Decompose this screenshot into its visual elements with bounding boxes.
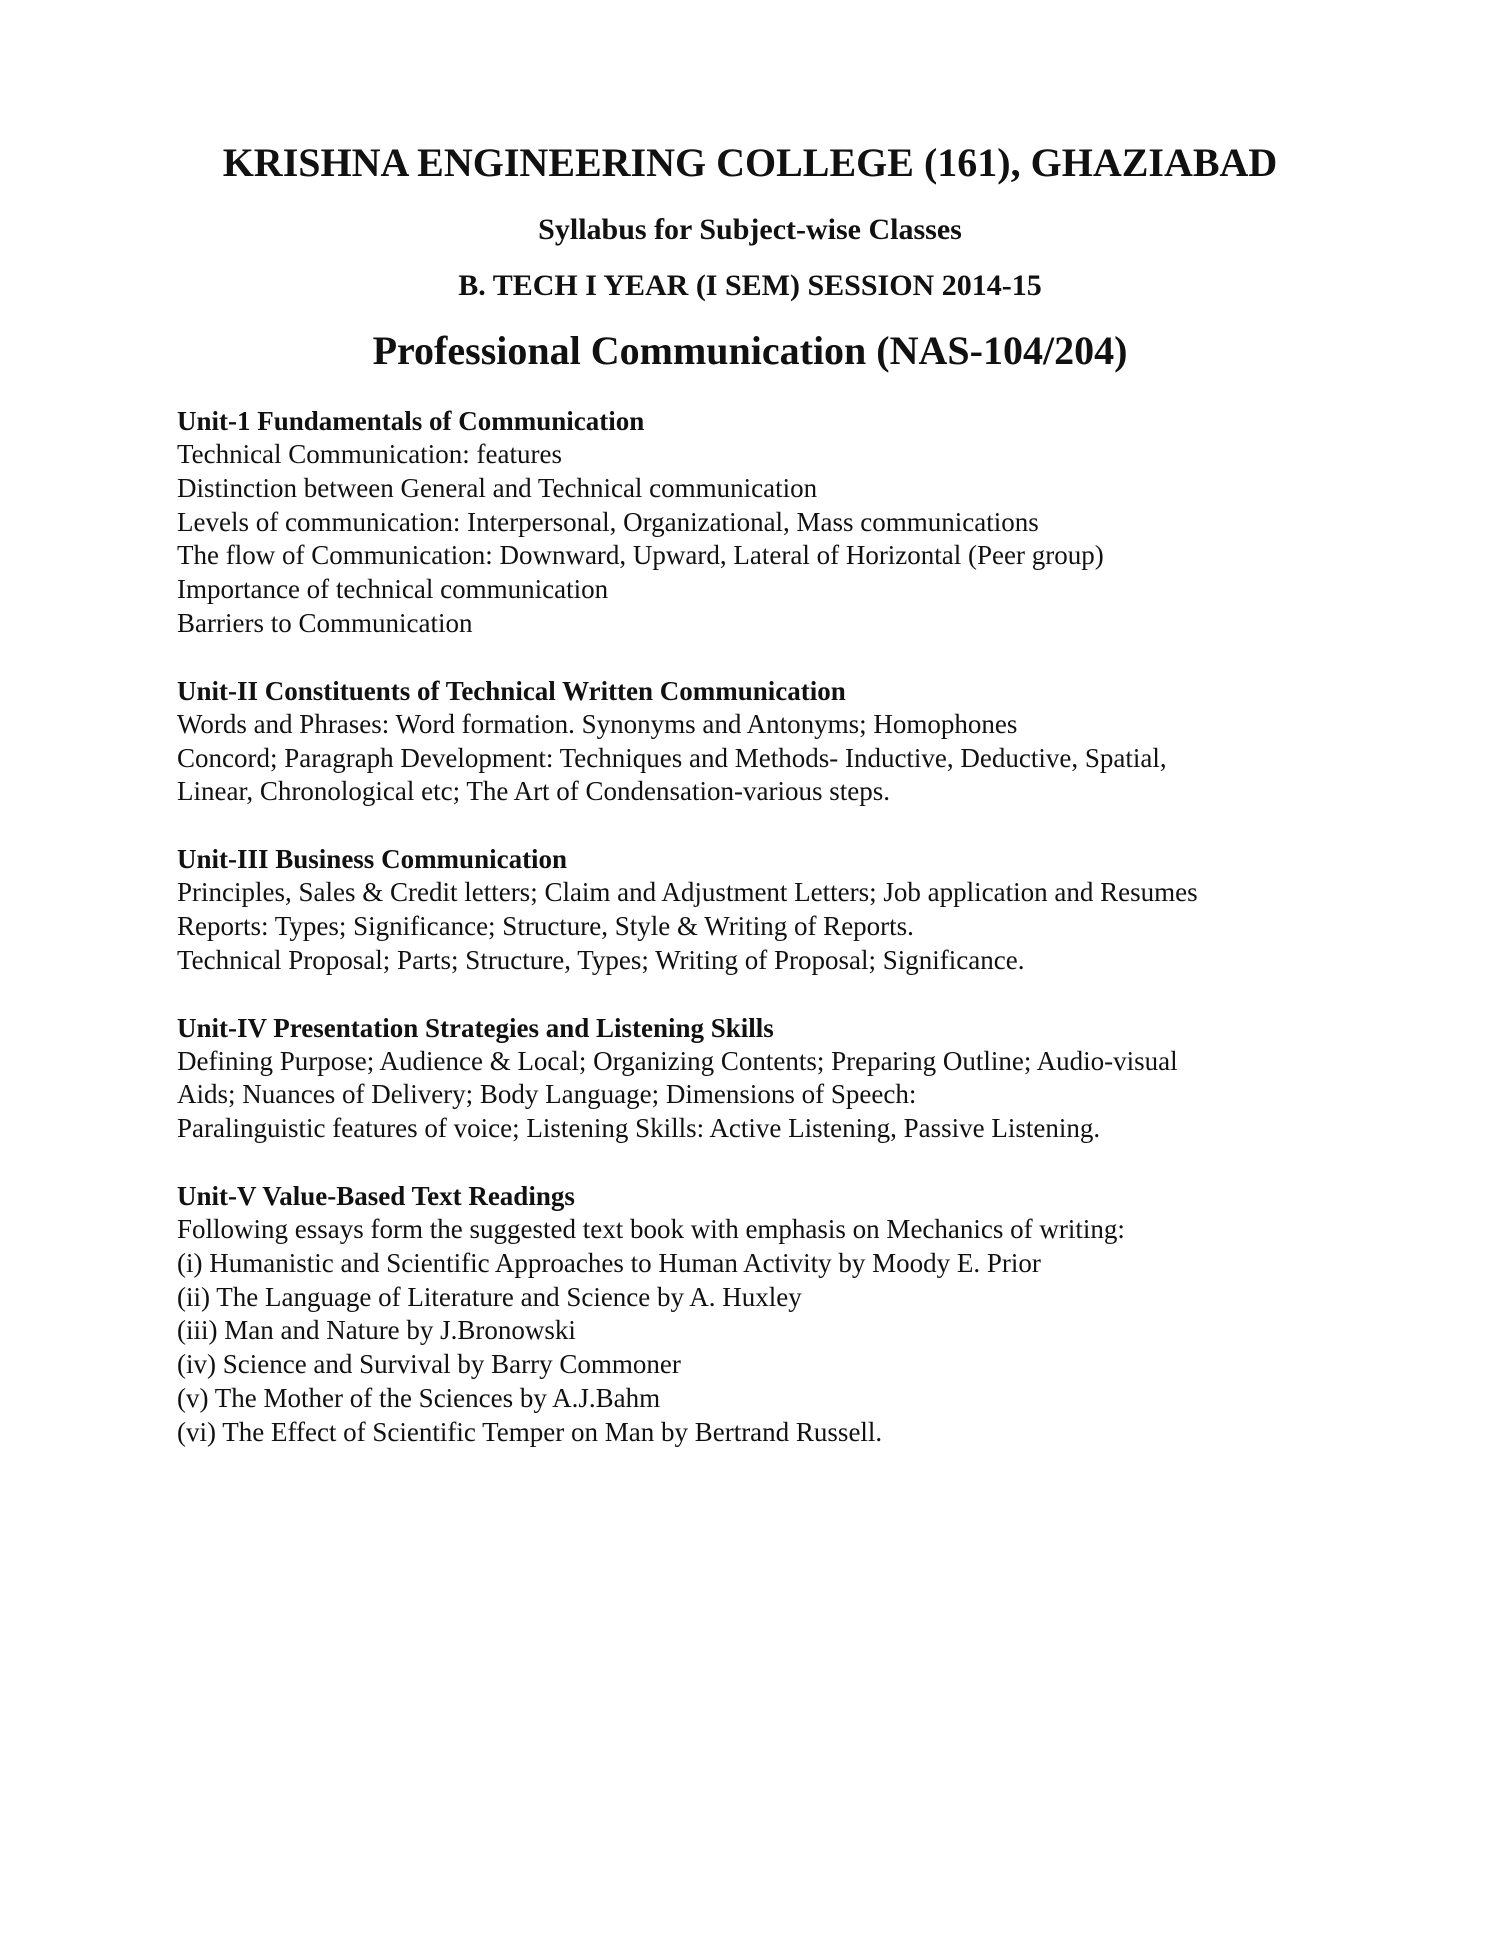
- unit-1-line: Distinction between General and Technical communication: [177, 472, 818, 503]
- unit-1-line: Levels of communication: Interpersonal, Organizational, Mass communications: [177, 506, 1039, 537]
- unit-3-line: Technical Proposal; Parts; Structure, Types; Writing of Proposal; Significance.: [177, 944, 1025, 975]
- unit-2-line: Concord; Paragraph Development: Techniques and Methods- Inductive, Deductive, Spatial,: [177, 742, 1167, 773]
- unit-5-title: Unit-V Value-Based Text Readings: [177, 1180, 575, 1211]
- unit-4-line: Paralinguistic features of voice; Listening Skills: Active Listening, Passive Listening.: [177, 1113, 1101, 1144]
- unit-3-line: Principles, Sales & Credit letters; Claim and Adjustment Letters; Job application and Resumes: [177, 877, 1198, 908]
- unit-3-section: [177, 842, 1397, 977]
- unit-5-line: (iv) Science and Survival by Barry Commoner: [177, 1349, 681, 1380]
- unit-2-line: Linear, Chronological etc; The Art of Condensation-various steps.: [177, 776, 891, 807]
- unit-1-line: The flow of Communication: Downward, Upward, Lateral of Horizontal (Peer group): [177, 540, 1104, 571]
- unit-5-line: (v) The Mother of the Sciences by A.J.Bahm: [177, 1382, 661, 1413]
- unit-1-section: [177, 404, 1397, 641]
- college-title: KRISHNA ENGINEERING COLLEGE (161), GHAZIABAD: [222, 140, 1278, 185]
- unit-5-line: (i) Humanistic and Scientific Approaches to Human Activity by Moody E. Prior: [177, 1247, 1041, 1278]
- syllabus-subtitle: Syllabus for Subject-wise Classes: [538, 213, 962, 246]
- unit-1-line: Barriers to Communication: [177, 607, 473, 638]
- unit-1-line: Importance of technical communication: [177, 574, 609, 605]
- unit-2-section: [177, 674, 1397, 809]
- unit-5-section: [177, 1179, 1397, 1450]
- syllabus-content: [177, 404, 1397, 1483]
- unit-4-section: [177, 1011, 1397, 1146]
- unit-1-line: Technical Communication: features: [177, 439, 562, 469]
- unit-5-line: Following essays form the suggested text book with emphasis on Mechanics of writing:: [177, 1213, 1125, 1244]
- unit-4-line: Aids; Nuances of Delivery; Body Language; Dimensions of Speech:: [177, 1079, 917, 1110]
- unit-3-line: Reports: Types; Significance; Structure, Style & Writing of Reports.: [177, 910, 914, 941]
- unit-5-line: (ii) The Language of Literature and Science by A. Huxley: [177, 1281, 802, 1312]
- unit-4-line: Defining Purpose; Audience & Local; Organizing Contents; Preparing Outline; Audio-visual: [177, 1045, 1178, 1076]
- unit-5-line: (vi) The Effect of Scientific Temper on Man by Bertrand Russell.: [177, 1416, 883, 1447]
- unit-4-title: Unit-IV Presentation Strategies and Listening Skills: [177, 1012, 774, 1043]
- unit-1-title: Unit-1 Fundamentals of Communication: [177, 406, 645, 436]
- unit-3-title: Unit-III Business Communication: [177, 844, 568, 875]
- unit-5-line: (iii) Man and Nature by J.Bronowski: [177, 1315, 576, 1346]
- session-heading: B. TECH I YEAR (I SEM) SESSION 2014-15: [458, 269, 1042, 302]
- subject-title: Professional Communication (NAS-104/204): [372, 328, 1128, 373]
- unit-2-title: Unit-II Constituents of Technical Written Communication: [177, 675, 846, 706]
- unit-2-line: Words and Phrases: Word formation. Synonyms and Antonyms; Homophones: [177, 708, 1018, 739]
